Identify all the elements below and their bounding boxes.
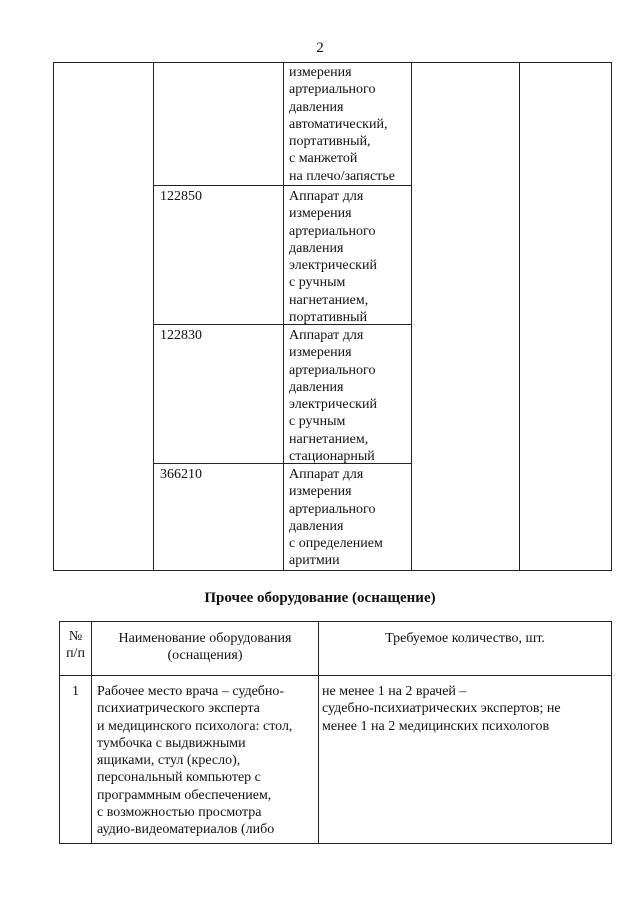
- row-name-cell: [92, 676, 319, 844]
- column-divider: [411, 62, 412, 571]
- page-number: 2: [316, 40, 324, 56]
- header-quantity: [319, 622, 612, 676]
- equipment-code-cell: 366210: [160, 467, 202, 482]
- equipment-name-cell: Аппарат для измерения артериального давления с определением аритмии: [289, 467, 383, 569]
- row-separator: [153, 185, 412, 186]
- header-number: [60, 622, 92, 676]
- other-equipment-table: [59, 621, 612, 844]
- column-divider: [283, 62, 284, 571]
- header-quantity-label: Требуемое количество, шт.: [385, 631, 545, 646]
- header-name-label: Наименование оборудования (оснащения): [118, 631, 292, 664]
- table-top-border: [53, 62, 612, 63]
- column-divider: [153, 62, 154, 571]
- column-divider: [519, 62, 520, 571]
- row-quantity-text: не менее 1 на 2 врачей – судебно-психиатрических экспертов; не менее 1 на 2 медицинских психологов: [322, 684, 561, 734]
- table-row: [60, 676, 612, 844]
- header-name: [92, 622, 319, 676]
- table-bottom-border: [53, 570, 612, 571]
- equipment-name-cell: Аппарат для измерения артериального давления электрический с ручным нагнетанием, стационарный: [289, 328, 377, 465]
- equipment-code-cell: 122830: [160, 328, 202, 343]
- equipment-code-cell: 122850: [160, 189, 202, 204]
- equipment-name-cell: Аппарат для измерения артериального давления электрический с ручным нагнетанием, портативный: [289, 189, 377, 326]
- table-right-border: [611, 62, 612, 571]
- table-left-border: [53, 62, 54, 571]
- row-name-text: Рабочее место врача – судебно- психиатрического эксперта и медицинского психолога: стол, тумбочка с выдвижными ящиками, стул (кресло), персональный компьютер с программным обеспечением, с возможностью просмотра аудио-видеоматериалов (либо: [97, 684, 293, 838]
- section-title: Прочее оборудование (оснащение): [204, 590, 436, 606]
- equipment-name-cell: измерения артериального давления автоматический, портативный, с манжетой на плечо/запястье: [289, 65, 395, 184]
- table-header-row: [60, 622, 612, 676]
- header-number-label: № п/п: [66, 629, 85, 662]
- row-quantity-cell: [319, 676, 612, 844]
- row-number-cell: 1: [60, 676, 92, 844]
